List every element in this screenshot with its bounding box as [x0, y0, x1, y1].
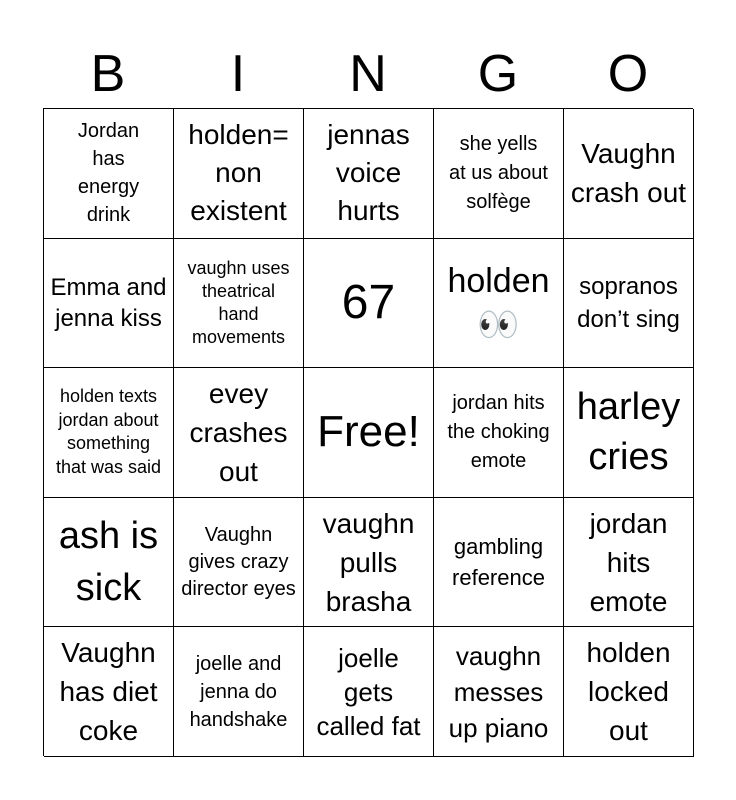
- bingo-cell-r1c3[interactable]: [304, 109, 434, 239]
- bingo-cell-r1c2[interactable]: [174, 109, 304, 239]
- bingo-cell-r5c2[interactable]: [174, 627, 304, 757]
- bingo-cell-r2c1[interactable]: [44, 239, 174, 369]
- header-letter-b: B: [90, 45, 126, 103]
- cell-text: jennas voice hurts: [327, 119, 410, 227]
- header-letter-o: O: [607, 45, 649, 103]
- header-letter-n: N: [349, 45, 387, 103]
- cell-text: Emma and jenna kiss: [50, 273, 167, 332]
- bingo-cell-r3c2[interactable]: [174, 368, 304, 498]
- bingo-cell-r5c3[interactable]: [304, 627, 434, 757]
- bingo-cell-r4c1[interactable]: [44, 498, 174, 628]
- cell-text: jordan hits the choking emote: [447, 391, 550, 472]
- cell-text: holden 👀: [447, 261, 550, 344]
- cell-text: sopranos don’t sing: [577, 272, 680, 333]
- bingo-cell-r1c1[interactable]: [44, 109, 174, 239]
- bingo-header: [43, 40, 693, 108]
- cell-text: Vaughn crash out: [570, 138, 687, 209]
- bingo-grid: [43, 108, 693, 756]
- cell-text: harley cries: [576, 386, 681, 479]
- cell-text: 67: [341, 275, 396, 329]
- bingo-cell-r5c5[interactable]: [564, 627, 694, 757]
- cell-text: holden locked out: [586, 637, 671, 747]
- cell-text: vaughn uses theatrical hand movements: [187, 257, 290, 347]
- cell-text: holden= non existent: [188, 119, 289, 227]
- cell-text: she yells at us about solfège: [449, 132, 548, 213]
- cell-text: vaughn pulls brasha: [322, 507, 415, 617]
- bingo-cell-r3c1[interactable]: [44, 368, 174, 498]
- bingo-cell-r2c3[interactable]: [304, 239, 434, 369]
- bingo-cell-r4c4[interactable]: [434, 498, 564, 628]
- cell-text: Jordan has energy drink: [77, 120, 140, 227]
- bingo-cell-r3c3[interactable]: [304, 368, 434, 498]
- cell-text: Vaughn has diet coke: [59, 637, 158, 747]
- cell-text: Vaughn gives crazy director eyes: [181, 523, 296, 600]
- cell-text: joelle gets called fat: [316, 642, 421, 741]
- cell-text: gambling reference: [452, 534, 545, 591]
- bingo-cell-r4c5[interactable]: [564, 498, 694, 628]
- bingo-cell-r3c5[interactable]: [564, 368, 694, 498]
- bingo-cell-r3c4[interactable]: [434, 368, 564, 498]
- cell-text: jordan hits emote: [589, 507, 668, 617]
- cell-text: holden texts jordan about something that was said: [55, 386, 162, 477]
- header-letter-g: G: [477, 45, 519, 103]
- cell-text: ash is sick: [58, 515, 159, 610]
- bingo-cell-r4c3[interactable]: [304, 498, 434, 628]
- cell-text: vaughn messes up piano: [448, 640, 549, 743]
- bingo-cell-r4c2[interactable]: [174, 498, 304, 628]
- bingo-cell-r1c4[interactable]: [434, 109, 564, 239]
- cell-text: evey crashes out: [189, 377, 288, 487]
- cell-text: Free!: [317, 407, 420, 457]
- bingo-cell-r5c4[interactable]: [434, 627, 564, 757]
- bingo-cell-r2c5[interactable]: [564, 239, 694, 369]
- bingo-cell-r1c5[interactable]: [564, 109, 694, 239]
- header-letter-i: I: [230, 45, 246, 103]
- bingo-cell-r2c2[interactable]: [174, 239, 304, 369]
- bingo-cell-r2c4[interactable]: [434, 239, 564, 369]
- cell-text: joelle and jenna do handshake: [189, 652, 288, 731]
- bingo-cell-r5c1[interactable]: [44, 627, 174, 757]
